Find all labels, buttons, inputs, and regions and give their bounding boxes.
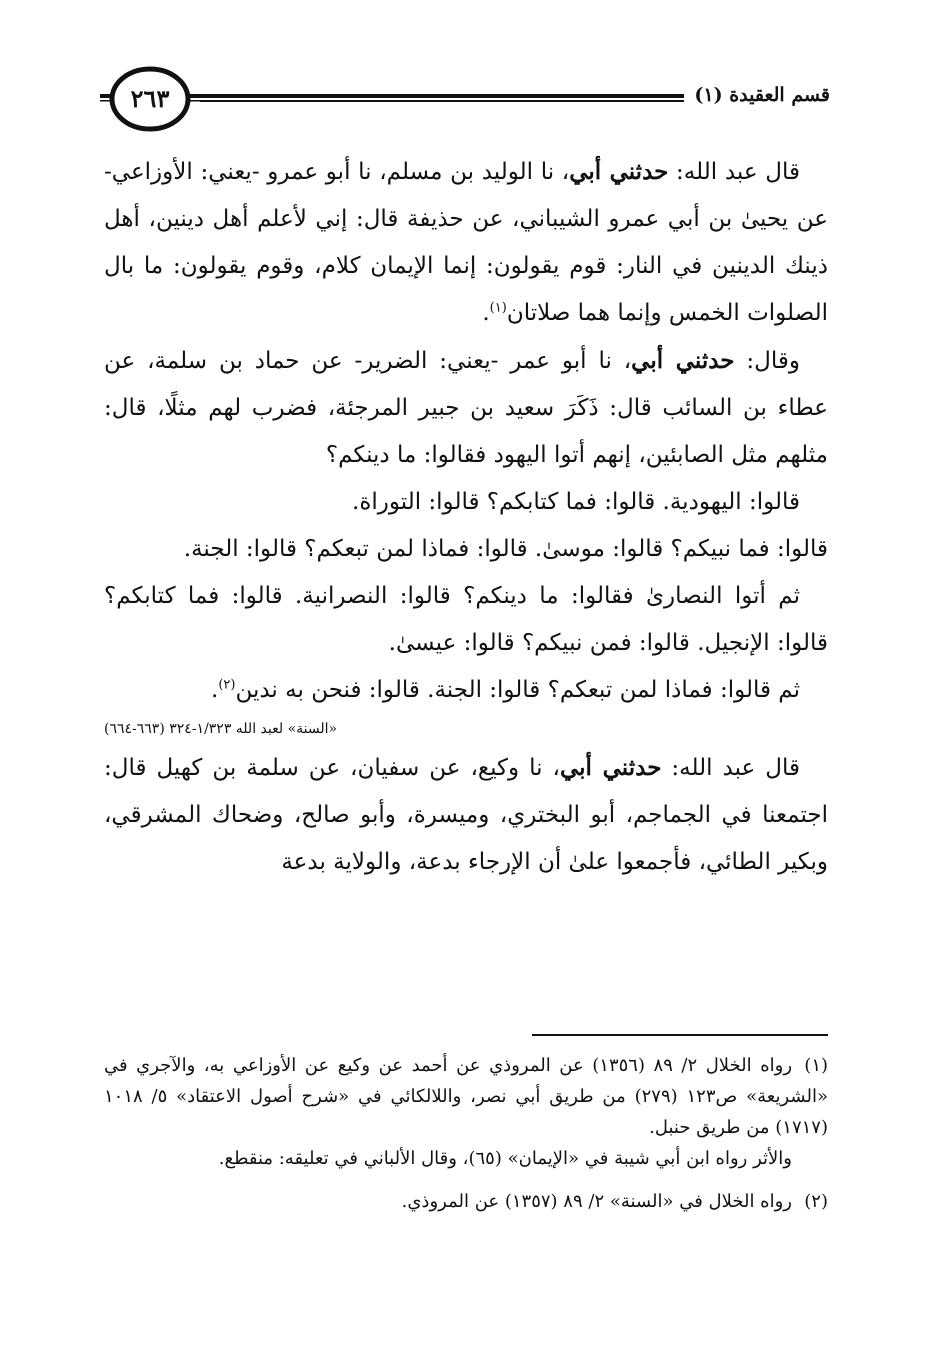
p2-bold: حدثني أبي: [631, 347, 735, 374]
p7-text: ، نا وكيع، عن سفيان، عن سلمة بن كهيل قال: اجتمعنا في الجماجم، أبو البختري، وميسرة، وأبو صالح، وضحاك المشرقي، وبكير الطائي، فأجمعوا علىٰ أن الإرجاء بدعة، والولاية بدعة: [104, 755, 828, 875]
p6-text: ثم قالوا: فماذا لمن تبعكم؟ قالوا: الجنة. قالوا: فنحن به ندين: [235, 677, 800, 703]
footnote-2-number: (٢): [804, 1191, 828, 1212]
p1-end: .: [482, 300, 490, 326]
footnotes: [104, 1050, 828, 1217]
main-text: [104, 148, 828, 886]
p1-bold: حدثني أبي: [569, 158, 669, 185]
footnote-1: [104, 1050, 828, 1143]
page-number-badge: [100, 66, 200, 136]
paragraph-4: قالوا: فما نبيكم؟ قالوا: موسىٰ. قالوا: فماذا لمن تبعكم؟ قالوا: الجنة.: [183, 536, 828, 562]
footnote-1-extra: والأثر رواه ابن أبي شيبة في «الإيمان» (٦٥)، وقال الألباني في تعليقه: منقطع.: [218, 1148, 792, 1169]
p6-end: .: [211, 677, 219, 703]
footnote-1-number: (١): [804, 1055, 829, 1076]
paragraph-6: [104, 667, 828, 714]
paragraph-3: قالوا: اليهودية. قالوا: فما كتابكم؟ قالوا: التوراة.: [352, 489, 800, 515]
footnote-ref-1: (١): [489, 300, 507, 316]
footnote-2: [104, 1186, 828, 1217]
footnote-2-text: رواه الخلال في «السنة» ٢/ ٨٩ (١٣٥٧) عن المروذي.: [401, 1191, 792, 1212]
paragraph-5: ثم أتوا النصارىٰ فقالوا: ما دينكم؟ قالوا: النصرانية. قالوا: فما كتابكم؟ قالوا: الإنجيل. قالوا: فمن نبيكم؟ قالوا: عيسىٰ.: [104, 583, 828, 656]
p2-text: ، نا أبو عمر -يعني: الضرير- عن حماد بن سلمة، عن عطاء بن السائب قال: ذَكَرَ سعيد بن جبير المرجئة، فضرب لهم مثلًا، قال: مثلهم مثل الصابئين، إنهم أتوا اليهود فقالوا: ما دينكم؟: [104, 348, 828, 468]
footnote-ref-2: (٢): [218, 677, 236, 693]
page-header: [100, 66, 830, 136]
footnote-1-text: رواه الخلال ٢/ ٨٩ (١٣٥٦) عن المروذي عن أحمد عن وكيع عن الأوزاعي به، والآجري في «الشريعة» ص١٢٣ (٢٧٩) من طريق أبي نصر، واللالكائي في «شرح أصول الاعتقاد» ٥/ ١٠١٨ (١٧١٧) من طريق حنبل.: [104, 1055, 828, 1138]
p7-bold: حدثني أبي: [559, 754, 662, 781]
p1-pre: قال عبد الله:: [668, 159, 800, 185]
p2-pre: وقال:: [734, 348, 800, 374]
p7-pre: قال عبد الله:: [661, 755, 800, 781]
page-number: ٢٦٣: [130, 84, 170, 113]
paragraph-7: [104, 744, 828, 886]
section-title: قسم العقيدة (١): [684, 80, 830, 110]
source-citation: «السنة» لعبد الله ١/٣٢٣-٣٢٤ (٦٦٣-٦٦٤): [104, 721, 338, 737]
paragraph-2: [104, 337, 828, 479]
p1-text: ، نا الوليد بن مسلم، نا أبو عمرو -يعني: الأوزاعي- عن يحيىٰ بن أبي عمرو الشيباني، عن حذيفة قال: إني لأعلم أهل دينين، أهل ذينك الدينين في النار: قوم يقولون: إنما الإيمان كلام، وقوم يقولون: ما بال الصلوات الخمس وإنما هما صلاتان: [104, 159, 828, 326]
paragraph-1: [104, 148, 828, 337]
footnote-divider: [532, 1034, 828, 1036]
